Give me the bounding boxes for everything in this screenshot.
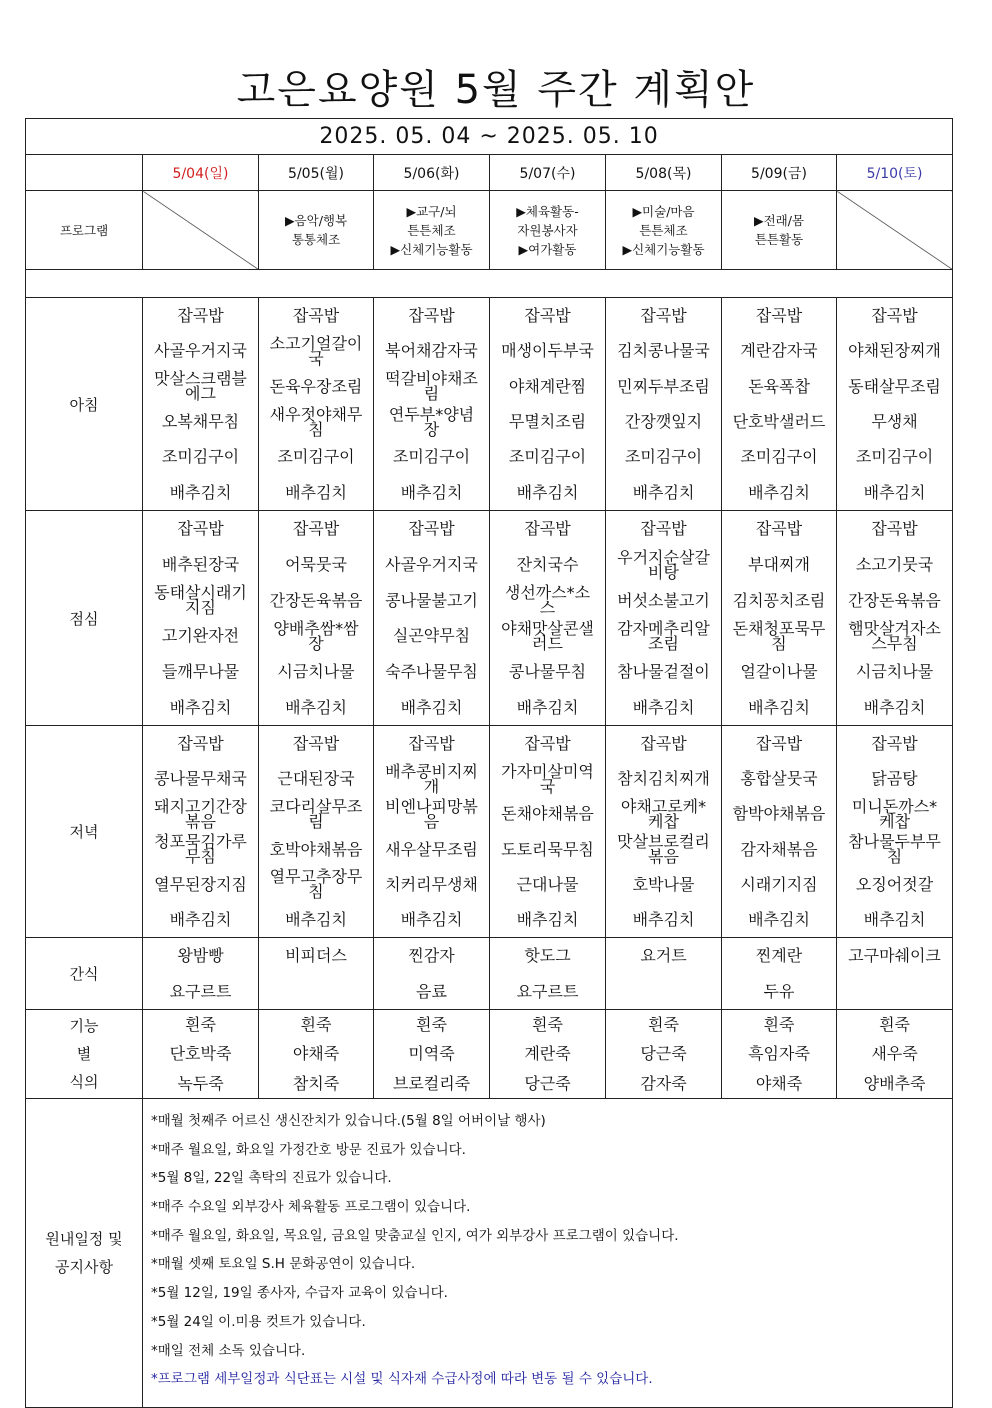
dinner-item: 배추김치 <box>632 909 695 929</box>
lunch-cell <box>606 511 722 726</box>
breakfast-item: 조미김구이 <box>740 447 818 467</box>
breakfast-cell <box>722 298 837 511</box>
dinner-item: 새우살무조림 <box>385 839 478 859</box>
program-cell-empty <box>837 191 953 270</box>
dinner-item: 참치김치찌개 <box>617 769 710 789</box>
snack-item: 비피더스 <box>285 946 347 966</box>
lunch-item: 부대찌개 <box>748 555 810 574</box>
breakfast-item: 잡곡밥 <box>292 306 340 326</box>
lunch-item: 잡곡밥 <box>871 519 918 539</box>
dinner-cell <box>606 726 722 938</box>
breakfast-item: 떡갈비야채조림 <box>385 369 478 404</box>
dinner-item: 콩나물무채국 <box>154 769 247 789</box>
snack-item: 찐감자 <box>408 946 455 966</box>
snack-item: 요구르트 <box>516 981 579 1001</box>
breakfast-item: 배추김치 <box>169 482 232 502</box>
lunch-cell <box>143 511 259 726</box>
dinner-item: 치커리무생채 <box>385 874 478 894</box>
program-line: ▶신체기능활동 <box>390 241 473 257</box>
porridge-item: 당근죽 <box>640 1044 687 1064</box>
program-line: ▶신체기능활동 <box>622 241 705 257</box>
program-line: 튼튼활동 <box>754 232 804 247</box>
program-line: 자원봉사자 <box>517 222 578 238</box>
breakfast-item: 동태살무조림 <box>848 376 941 396</box>
snack-item: 왕밤빵 <box>177 946 224 966</box>
spacer-row <box>26 270 953 298</box>
day-header-tue: 5/06(화) <box>374 155 490 191</box>
program-row <box>26 191 953 270</box>
lunch-item: 들깨무나물 <box>161 662 240 682</box>
breakfast-item: 소고기얼갈이국 <box>269 333 363 368</box>
dinner-row <box>26 726 953 938</box>
lunch-item: 김치꽁치조림 <box>732 590 826 610</box>
notice-item: *매일 전체 소독 있습니다. <box>151 1342 306 1359</box>
program-cell <box>374 191 490 270</box>
snack-item <box>606 974 721 1010</box>
day-header-sat: 5/10(토) <box>837 155 953 191</box>
porridge-item: 녹두죽 <box>177 1073 224 1093</box>
dinner-item: 잡곡밥 <box>177 734 224 754</box>
dinner-cell <box>143 726 259 938</box>
dinner-item: 미니돈까스*케찹 <box>851 796 938 831</box>
notice-label-line: 원내일정 및 <box>45 1230 123 1248</box>
dinner-item: 배추김치 <box>285 909 347 929</box>
program-line: ▶음악/행복 <box>284 213 348 228</box>
day-header-thu: 5/08(목) <box>606 155 722 191</box>
program-line: ▶체육활동- <box>516 203 579 219</box>
breakfast-item: 매생이두부국 <box>501 341 594 361</box>
porridge-label-line: 별 <box>76 1045 92 1063</box>
breakfast-cell <box>374 298 490 511</box>
snack-item: 고구마쉐이크 <box>848 946 941 966</box>
lunch-item: 얼갈이나물 <box>740 662 818 682</box>
period-row <box>26 119 953 155</box>
breakfast-item: 잡곡밥 <box>640 306 687 326</box>
breakfast-item: 북어채감자국 <box>385 341 478 361</box>
program-label: 프로그램 <box>26 191 143 270</box>
snack-item: 핫도그 <box>524 946 571 966</box>
porridge-label-line: 식의 <box>69 1073 99 1091</box>
dinner-item: 열무된장지짐 <box>154 874 247 894</box>
dinner-item: 배추김치 <box>169 909 232 929</box>
snack-item: 두유 <box>763 981 795 1001</box>
day-header-fri: 5/09(금) <box>722 155 837 191</box>
lunch-item: 참나물겉절이 <box>617 662 710 682</box>
lunch-item: 소고기뭇국 <box>855 555 934 574</box>
snack-item <box>837 974 952 1010</box>
breakfast-item: 새우젓야채무침 <box>269 404 363 439</box>
lunch-item: 돈채청포묵무침 <box>732 618 826 653</box>
lunch-item: 숙주나물무침 <box>385 662 478 682</box>
breakfast-item: 조미김구이 <box>161 447 240 467</box>
date-range: 2025. 05. 04 ~ 2025. 05. 10 <box>26 119 953 155</box>
porridge-cell <box>143 1010 259 1099</box>
dinner-item: 호박나물 <box>632 874 695 894</box>
dinner-item: 돼지고기간장볶음 <box>154 796 247 831</box>
porridge-item: 새우죽 <box>871 1044 918 1064</box>
lunch-item: 사골우거지국 <box>385 555 478 574</box>
porridge-cell <box>490 1010 606 1099</box>
notice-label <box>26 1099 143 1408</box>
notice-row <box>26 1099 953 1408</box>
lunch-cell <box>490 511 606 726</box>
porridge-row <box>26 1010 953 1099</box>
breakfast-item: 민찌두부조림 <box>617 376 710 396</box>
snack-item <box>259 974 373 1010</box>
lunch-cell <box>722 511 837 726</box>
porridge-item: 흑임자죽 <box>748 1044 810 1064</box>
porridge-item: 참치죽 <box>292 1073 340 1093</box>
dinner-item: 감자채볶음 <box>740 839 818 859</box>
program-line: 튼튼체조 <box>639 222 688 238</box>
lunch-item: 잡곡밥 <box>524 519 571 539</box>
breakfast-cell <box>490 298 606 511</box>
breakfast-item: 잡곡밥 <box>871 306 918 326</box>
dinner-item: 시래기지짐 <box>740 874 818 894</box>
breakfast-item: 간장깻잎지 <box>624 412 703 432</box>
porridge-item: 브로컬리죽 <box>392 1073 471 1093</box>
notice-item: *매월 셋째 토요일 S.H 문화공연이 있습니다. <box>151 1256 416 1273</box>
dinner-cell <box>837 726 953 938</box>
dinner-item: 함박야채볶음 <box>732 804 826 824</box>
breakfast-item: 돈육우장조림 <box>269 376 363 396</box>
porridge-item: 흰죽 <box>763 1015 795 1035</box>
dinner-item: 코다리살무조림 <box>269 796 363 831</box>
program-line: ▶여가활동 <box>518 241 577 257</box>
dinner-item: 참나물두부무침 <box>848 832 941 867</box>
dinner-item: 청포묵김가루무침 <box>154 832 247 867</box>
porridge-item: 흰죽 <box>648 1015 679 1035</box>
lunch-item: 콩나물불고기 <box>385 590 478 610</box>
snack-cell <box>374 938 490 1010</box>
lunch-cell <box>837 511 953 726</box>
program-cell <box>490 191 606 270</box>
porridge-item: 감자죽 <box>640 1073 687 1093</box>
porridge-item: 야채죽 <box>755 1073 803 1093</box>
program-line: 튼튼체조 <box>407 222 456 238</box>
dinner-label: 저녁 <box>26 726 143 938</box>
snack-item: 찐계란 <box>755 946 803 966</box>
program-line: ▶전래/몸 <box>753 213 805 228</box>
dinner-item: 배추콩비지찌개 <box>385 761 478 796</box>
breakfast-item: 무멸치조림 <box>508 412 587 432</box>
dinner-item: 근대나물 <box>516 874 579 894</box>
lunch-item: 야채맛살콘샐러드 <box>501 618 594 653</box>
dinner-item: 열무고추장무침 <box>269 867 363 902</box>
breakfast-cell <box>606 298 722 511</box>
weekly-plan-table <box>25 118 953 1408</box>
lunch-cell <box>374 511 490 726</box>
porridge-label <box>26 1010 143 1099</box>
breakfast-item: 조미김구이 <box>508 447 587 467</box>
porridge-item: 양배추죽 <box>863 1073 926 1093</box>
lunch-item: 버섯소불고기 <box>617 590 710 610</box>
dinner-item: 도토리묵무침 <box>501 839 594 859</box>
lunch-item: 배추김치 <box>169 697 232 717</box>
snack-cell <box>606 938 722 1010</box>
breakfast-item: 잡곡밥 <box>177 306 224 326</box>
porridge-item: 야채죽 <box>292 1044 340 1064</box>
dinner-cell <box>259 726 374 938</box>
notice-item: *매주 수요일 외부강사 체육활동 프로그램이 있습니다. <box>151 1199 471 1216</box>
day-header-wed: 5/07(수) <box>490 155 606 191</box>
breakfast-item: 오복채무침 <box>161 412 240 432</box>
lunch-item: 간장돈육볶음 <box>848 590 941 610</box>
lunch-item: 배추김치 <box>863 697 926 717</box>
notice-item: *5월 12일, 19일 종사자, 수급자 교육이 있습니다. <box>151 1285 448 1302</box>
porridge-item: 당근죽 <box>524 1073 571 1093</box>
dinner-item: 잡곡밥 <box>292 734 340 754</box>
lunch-item: 우거지순살갈비탕 <box>617 547 710 582</box>
porridge-item: 미역죽 <box>408 1044 455 1064</box>
lunch-item: 시금치나물 <box>855 662 934 682</box>
breakfast-cell <box>143 298 259 511</box>
lunch-label: 점심 <box>26 511 143 726</box>
dinner-item: 배추김치 <box>863 909 926 929</box>
spacer-cell <box>26 270 953 298</box>
porridge-item: 단호박죽 <box>169 1044 232 1064</box>
snack-row <box>26 938 953 1010</box>
notice-item: *프로그램 세부일정과 식단표는 시설 및 식자재 수급사정에 따라 변동 될 수 있습니다. <box>151 1371 653 1388</box>
porridge-cell <box>374 1010 490 1099</box>
lunch-item: 잔치국수 <box>516 555 579 574</box>
breakfast-item: 배추김치 <box>400 482 463 502</box>
breakfast-item: 조미김구이 <box>392 447 471 467</box>
breakfast-item: 배추김치 <box>516 482 579 502</box>
lunch-item: 배추김치 <box>748 697 810 717</box>
lunch-item: 잡곡밥 <box>292 519 340 539</box>
day-header-mon: 5/05(월) <box>259 155 374 191</box>
porridge-item: 흰죽 <box>416 1015 447 1035</box>
lunch-item: 배추김치 <box>285 697 347 717</box>
porridge-cell <box>837 1010 953 1099</box>
breakfast-item: 조미김구이 <box>277 447 355 467</box>
program-cell-empty <box>143 191 259 270</box>
porridge-item: 흰죽 <box>185 1015 216 1035</box>
dinner-cell <box>374 726 490 938</box>
breakfast-item: 배추김치 <box>748 482 810 502</box>
breakfast-item: 맛살스크램블에그 <box>154 369 247 404</box>
program-line: ▶미술/마음 <box>632 203 695 219</box>
lunch-item: 잡곡밥 <box>408 519 455 539</box>
lunch-item: 콩나물무침 <box>508 662 587 682</box>
snack-cell <box>722 938 837 1010</box>
snack-cell <box>259 938 374 1010</box>
porridge-item: 흰죽 <box>532 1015 563 1035</box>
breakfast-item: 잡곡밥 <box>755 306 803 326</box>
program-cell <box>722 191 837 270</box>
lunch-item: 동태살시래기지짐 <box>154 583 247 618</box>
porridge-cell <box>606 1010 722 1099</box>
breakfast-item: 배추김치 <box>863 482 926 502</box>
porridge-label-line: 기능 <box>69 1017 99 1035</box>
notice-item: *매주 월요일, 화요일, 목요일, 금요일 맞춤교실 인지, 여가 외부강사 프로그램이 있습니다. <box>151 1227 679 1244</box>
lunch-item: 어묵뭇국 <box>285 555 347 574</box>
dinner-item: 잡곡밥 <box>871 734 918 754</box>
breakfast-row <box>26 298 953 511</box>
dinner-item: 근대된장국 <box>277 769 355 789</box>
breakfast-item: 잡곡밥 <box>524 306 571 326</box>
corner-cell <box>26 155 143 191</box>
day-header-sun: 5/04(일) <box>143 155 259 191</box>
breakfast-item: 돈육폭찹 <box>748 376 810 396</box>
breakfast-item: 사골우거지국 <box>154 341 247 361</box>
snack-cell <box>837 938 953 1010</box>
dinner-item: 비엔나피망볶음 <box>385 796 478 831</box>
porridge-item: 흰죽 <box>300 1015 332 1035</box>
program-cell <box>606 191 722 270</box>
snack-label: 간식 <box>26 938 143 1010</box>
breakfast-item: 김치콩나물국 <box>617 341 710 361</box>
dinner-item: 배추김치 <box>748 909 810 929</box>
dinner-item: 잡곡밥 <box>755 734 803 754</box>
dinner-item: 잡곡밥 <box>640 734 687 754</box>
dinner-item: 닭곰탕 <box>871 769 918 789</box>
breakfast-cell <box>259 298 374 511</box>
notice-item: *매월 첫째주 어르신 생신잔치가 있습니다.(5월 8일 어버이날 행사) <box>151 1113 546 1129</box>
lunch-item: 실곤약무침 <box>392 626 471 646</box>
dinner-item: 잡곡밥 <box>408 734 455 754</box>
breakfast-item: 야채계란찜 <box>508 376 587 396</box>
breakfast-label: 아침 <box>26 298 143 511</box>
dinner-item: 배추김치 <box>400 909 463 929</box>
breakfast-item: 조미김구이 <box>624 447 703 467</box>
lunch-item: 고기완자전 <box>161 626 240 646</box>
dinner-item: 야채고로케*케찹 <box>620 796 707 831</box>
notice-list <box>143 1099 953 1408</box>
lunch-item: 생선까스*소스 <box>504 583 591 618</box>
breakfast-item: 배추김치 <box>285 482 347 502</box>
breakfast-item: 연두부*양념장 <box>388 404 475 439</box>
porridge-item: 흰죽 <box>879 1015 910 1035</box>
snack-item: 요거트 <box>640 946 687 966</box>
page-title: 고은요양원 5월 주간 계획안 <box>236 67 756 113</box>
notice-item: *5월 8일, 22일 촉탁의 진료가 있습니다. <box>151 1170 392 1187</box>
breakfast-item: 조미김구이 <box>855 447 934 467</box>
lunch-row <box>26 511 953 726</box>
snack-cell <box>490 938 606 1010</box>
program-line: ▶교구/뇌 <box>406 203 457 219</box>
breakfast-item: 무생채 <box>871 412 918 432</box>
lunch-item: 양배추쌈*쌈장 <box>273 618 359 653</box>
notice-item: *매주 월요일, 화요일 가정간호 방문 진료가 있습니다. <box>151 1141 466 1158</box>
notice-label-line: 공지사항 <box>55 1258 113 1276</box>
breakfast-item: 야채된장찌개 <box>848 341 941 361</box>
program-cell <box>259 191 374 270</box>
lunch-item: 잡곡밥 <box>177 519 224 539</box>
lunch-item: 감자메추리알조림 <box>617 618 710 653</box>
lunch-item: 잡곡밥 <box>640 519 687 539</box>
dinner-item: 홍합살뭇국 <box>740 769 818 789</box>
dinner-item: 맛살브로컬리볶음 <box>617 832 710 867</box>
lunch-item: 배추김치 <box>516 697 579 717</box>
breakfast-item: 잡곡밥 <box>408 306 455 326</box>
day-header-row <box>26 155 953 191</box>
breakfast-item: 단호박샐러드 <box>732 412 826 432</box>
snack-cell <box>143 938 259 1010</box>
dinner-cell <box>722 726 837 938</box>
lunch-item: 잡곡밥 <box>755 519 803 539</box>
program-line: 통통체조 <box>291 232 341 247</box>
breakfast-item: 배추김치 <box>632 482 695 502</box>
dinner-item: 잡곡밥 <box>524 734 571 754</box>
dinner-item: 돈채야채볶음 <box>501 804 594 824</box>
dinner-item: 오징어젓갈 <box>855 874 934 894</box>
lunch-item: 배추된장국 <box>161 555 240 574</box>
lunch-cell <box>259 511 374 726</box>
lunch-item: 햄맛살겨자소스무침 <box>848 618 941 653</box>
lunch-item: 배추김치 <box>400 697 463 717</box>
snack-item: 음료 <box>416 981 447 1001</box>
snack-item: 요구르트 <box>169 981 232 1001</box>
lunch-item: 간장돈육볶음 <box>269 590 363 610</box>
dinner-cell <box>490 726 606 938</box>
porridge-cell <box>259 1010 374 1099</box>
dinner-item: 배추김치 <box>516 909 579 929</box>
notice-item: *5월 24일 이.미용 컷트가 있습니다. <box>151 1313 366 1330</box>
lunch-item: 배추김치 <box>632 697 695 717</box>
dinner-item: 가자미살미역국 <box>501 761 594 796</box>
dinner-item: 호박야채볶음 <box>269 839 363 859</box>
porridge-item: 계란죽 <box>524 1044 571 1064</box>
breakfast-item: 계란감자국 <box>740 341 818 361</box>
breakfast-cell <box>837 298 953 511</box>
porridge-cell <box>722 1010 837 1099</box>
lunch-item: 시금치나물 <box>277 662 355 682</box>
